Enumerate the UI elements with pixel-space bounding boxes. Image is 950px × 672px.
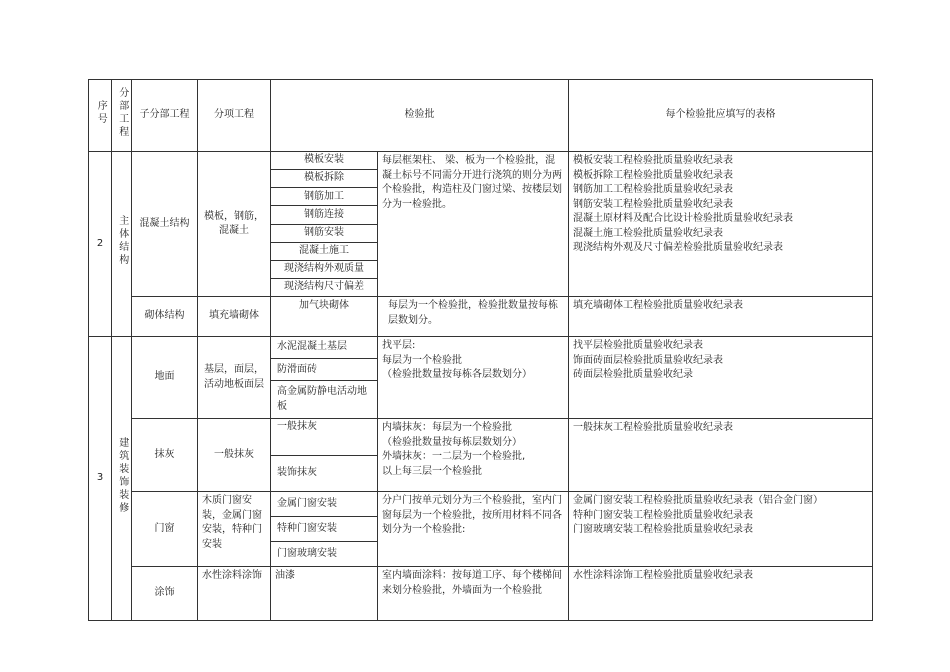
list-item: 防滑面砖: [271, 359, 377, 381]
subitem-list: [271, 492, 378, 567]
form-item: 混凝土施工检验批质量验收纪录表: [573, 227, 723, 239]
form-item: 混凝土原材料及配合比设计检验批质量验收纪录表: [573, 213, 793, 224]
list-item: 模板拆除: [271, 170, 377, 188]
table-row: [89, 567, 873, 621]
batch-cell: [378, 419, 569, 492]
forms-cell: 水性涂料涂饰工程检验批质量验收纪录表: [569, 567, 873, 621]
batch-cell: 每层为一个检验批，检验批数量按每栋层数划分。: [378, 297, 569, 337]
subitem-list: [271, 337, 378, 419]
batch-line: 每层为一个检验批: [382, 354, 462, 366]
header-row: [89, 80, 873, 152]
division-cell: 主体结构: [112, 152, 132, 337]
header-batch: 检验批: [271, 80, 569, 152]
list-item: 模板安装: [271, 152, 377, 170]
subitem-cell: 加气块砌体: [271, 297, 378, 337]
item-cell: 水性涂料涂饰: [198, 567, 271, 621]
batch-cell: [378, 337, 569, 419]
list-item: 现浇结构外观质量: [271, 261, 377, 279]
form-item: 特种门窗安装工程检验批质量验收纪录表: [573, 509, 753, 521]
item-cell: 模板，钢筋，混凝土: [198, 152, 271, 297]
header-subdivision: 子分部工程: [132, 80, 198, 152]
form-item: 钢筋安装工程检验批质量验收纪录表: [573, 198, 733, 210]
form-item: 模板安装工程检验批质量验收纪录表: [573, 155, 733, 166]
table-row: [89, 152, 873, 297]
forms-cell: [569, 492, 873, 567]
batch-line: 外墙抹灰：一二层为一个检验批,: [382, 451, 526, 462]
forms-cell: 填充墙砌体工程检验批质量验收纪录表: [569, 297, 873, 337]
form-item: 砖面层检验批质量验收纪录: [573, 369, 693, 380]
form-item: 金属门窗安装工程检验批质量验收纪录表（铝合金门窗）: [573, 495, 823, 506]
row-number: 3: [89, 337, 112, 621]
batch-cell: 每层框架柱、 梁、板为一个检验批，混凝土标号不同需分开进行浇筑的则分为两个检验批，构造柱及门窗过梁、按楼层划分为一检验批。: [378, 152, 569, 297]
inspection-table: [88, 79, 873, 621]
batch-cell: 室内墙面涂料：按每道工序、每个楼梯间来划分检验批，外墙面为一个检验批: [378, 567, 569, 621]
batch-line: 内墙抹灰：每层为一个检验批: [382, 422, 512, 433]
subdivision-cell: 地面: [132, 337, 198, 419]
forms-cell: [569, 152, 873, 297]
item-cell: 基层，面层，活动地板面层: [198, 337, 271, 419]
header-division: 分部工程: [112, 80, 132, 152]
list-item: 高金属防静电活动地板: [277, 386, 367, 412]
subdivision-cell: 门窗: [132, 492, 198, 567]
batch-line: 以上每三层一个检验批: [382, 465, 482, 477]
batch-line: 找平层:: [382, 340, 416, 351]
form-item: 门窗玻璃安装工程检验批质量验收纪录表: [573, 524, 753, 535]
table-row: [89, 297, 873, 337]
list-item: 钢筋加工: [271, 188, 377, 206]
list-item: 钢筋安装: [271, 225, 377, 243]
batch-line: （检验批数量按每栋各层数划分）: [382, 369, 532, 380]
list-item: 钢筋连接: [271, 206, 377, 224]
form-item: 钢筋加工工程检验批质量验收纪录表: [573, 184, 733, 195]
table-row: [89, 419, 873, 492]
table-row: [89, 337, 873, 419]
list-item: 一般抹灰: [271, 419, 377, 456]
subitem-list: [271, 419, 378, 492]
header-seq: 序号: [89, 80, 112, 152]
batch-cell: 分户门按单元划分为三个检验批，室内门窗每层为一个检验批，按所用材料不同各划分为一个检验批:: [378, 492, 569, 567]
batch-line: （检验批数量按每栋层数划分）: [382, 436, 522, 448]
subdivision-cell: 混凝土结构: [132, 152, 198, 297]
form-item: 找平层检验批质量验收纪录表: [573, 340, 703, 351]
list-item: 现浇结构尺寸偏差: [284, 281, 364, 293]
item-cell: 一般抹灰: [198, 419, 271, 492]
subdivision-cell: 抹灰: [132, 419, 198, 492]
form-item: 模板拆除工程检验批质量验收纪录表: [573, 169, 733, 181]
header-item: 分项工程: [198, 80, 271, 152]
form-item: 饰面砖面层检验批质量验收纪录表: [573, 354, 723, 366]
row-number: 2: [89, 152, 112, 337]
table-row: [89, 492, 873, 567]
subitem-list: [271, 152, 378, 297]
list-item: 混凝土施工: [271, 243, 377, 261]
subdivision-cell: 涂饰: [132, 567, 198, 621]
item-cell: 填充墙砌体: [198, 297, 271, 337]
list-item: 水泥混凝土基层: [271, 337, 377, 359]
list-item: 金属门窗安装: [271, 492, 377, 517]
forms-cell: [569, 337, 873, 419]
subitem-cell: 油漆: [271, 567, 378, 621]
subdivision-cell: 砌体结构: [132, 297, 198, 337]
form-item: 现浇结构外观及尺寸偏差检验批质量验收纪录表: [573, 242, 783, 253]
list-item: 特种门窗安装: [271, 517, 377, 542]
header-forms: 每个检验批应填写的表格: [569, 80, 873, 152]
list-item: 装饰抹灰: [277, 467, 317, 478]
division-cell: 建筑装饰装修: [112, 337, 132, 621]
item-cell: 木质门窗安装，金属门窗安装，特种门安装: [198, 492, 271, 567]
forms-cell: 一般抹灰工程检验批质量验收纪录表: [569, 419, 873, 492]
list-item: 门窗玻璃安装: [277, 547, 337, 559]
